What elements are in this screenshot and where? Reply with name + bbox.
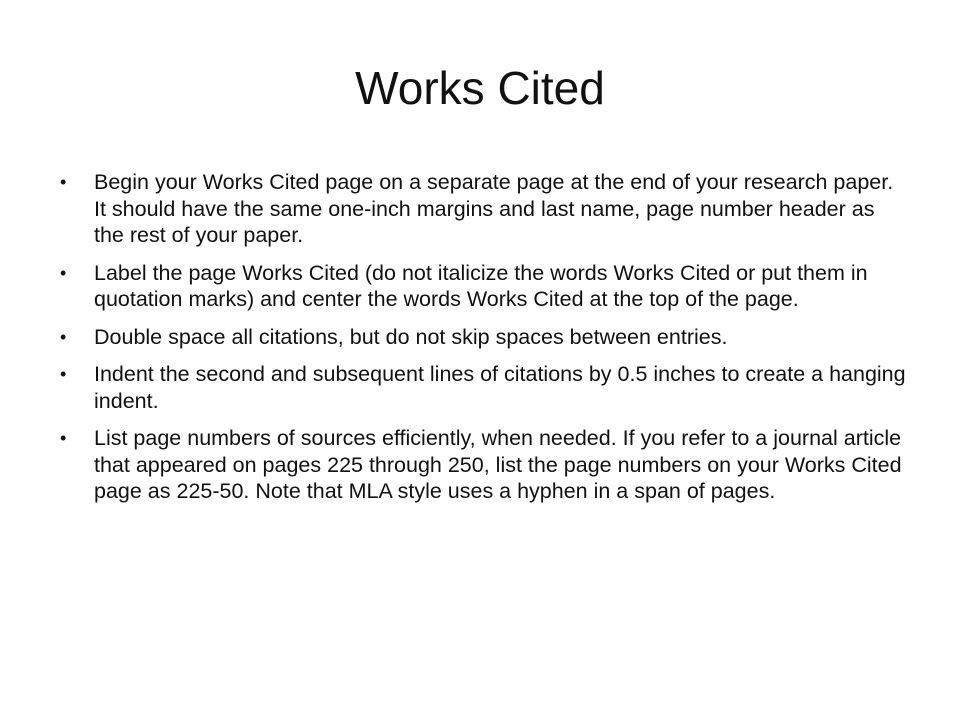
slide-title: Works Cited [355, 62, 605, 114]
bullet-icon: • [60, 364, 67, 384]
bullet-text: Indent the second and subsequent lines of citations by 0.5 inches to create a hanging indent. [94, 362, 906, 413]
bullet-item [60, 324, 910, 351]
bullet-icon: • [60, 428, 67, 448]
bullet-text: Double space all citations, but do not skip spaces between entries. [94, 324, 728, 349]
bullet-icon: • [60, 172, 67, 192]
bullet-text: List page numbers of sources efficiently, when needed. If you refer to a journal article that appeared on pages 225 through 250, list the page numbers on your Works Cited page as 225-50. Note that MLA style uses a hyphen in a span of pages. [94, 426, 902, 503]
bullet-item [60, 361, 910, 414]
bullet-list [60, 169, 910, 516]
bullet-icon: • [60, 326, 67, 347]
bullet-text: Label the page Works Cited (do not italicize the words Works Cited or put them in quotation marks) and center the words Works Cited at the top of the page. [94, 260, 868, 311]
bullet-icon: • [60, 262, 67, 283]
bullet-text: Begin your Works Cited page on a separate page at the end of your research paper. It should have the same one-inch margins and last name, page number header as the rest of your paper. [94, 170, 894, 247]
bullet-item [60, 169, 910, 249]
bullet-item [60, 260, 910, 313]
bullet-item [60, 425, 910, 505]
